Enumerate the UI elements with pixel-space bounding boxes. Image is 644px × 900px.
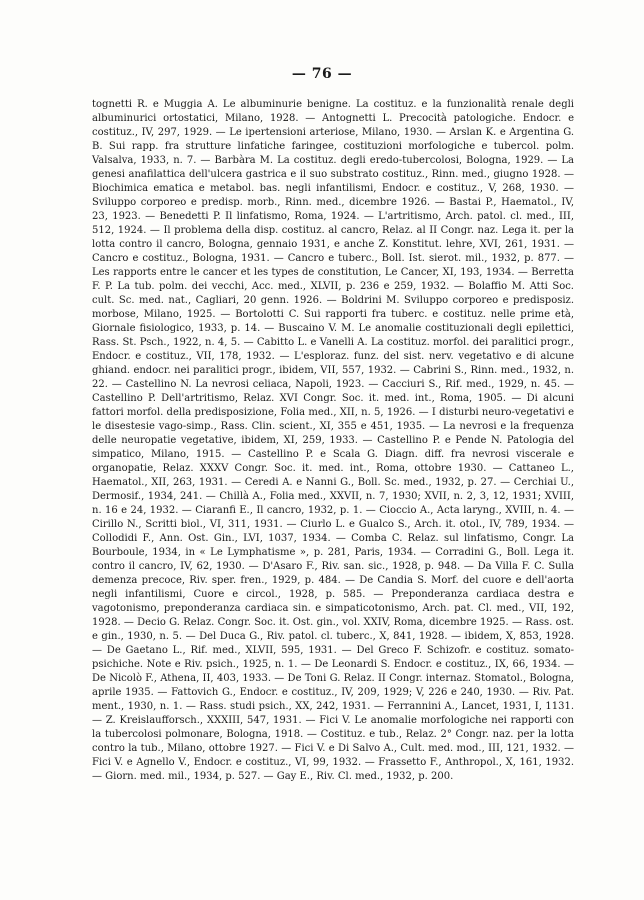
bibliography-text: tognetti R. e Muggia A. Le albuminurie benigne. La costituz. e la funzionalità renale degli albuminurici ortostatici, Milano, 1928. — Antognetti L. Precocità patologiche. Endocr. e costituz., IV, 297, 1929. — Le ipertensioni arteriose, Milano, 1930. — Arslan K. e Argentina G. B. Sui rapp. fra strutture linfatiche faringee, costituzioni morfologiche e tubercol. polm. Valsalva, 1933, n. 7. — Barbàra M. La costituz. degli eredo-tubercolosi, Bologna, 1929. — La genesi anafilattica dell'ulcera gastrica e il suo substrato costituz., Rinn. med., giugno 1928. — Biochimica ematica e metabol. bas. negli infantilismi, Endocr. e costituz., V, 268, 1930. — Sviluppo corporeo e predisp. morb., Rinn. med., dicembre 1926. — Bastai P., Haematol., IV, 23, 1923. — Benedetti P. Il linfatismo, Roma, 1924. — L'artritismo, Arch. patol. cl. med., III, 512, 1924. — Il problema della disp. costituz. al cancro, Relaz. al II Congr. naz. Lega it. per la lotta contro il cancro, Bologna, gennaio 1931, e anche Z. Konstitut. lehre, XVI, 261, 1931. — Cancro e costituz., Bologna, 1931. — Cancro e tuberc., Boll. Ist. sierot. mil., 1932, p. 877. — Les rapports entre le cancer et les types de constitution, Le Cancer, XI, 193, 1934. — Berretta F. P. La tub. polm. dei vecchi, Acc. med., XLVII, p. 236 e 259, 1932. — Bolaffio M. Atti Soc. cult. Sc. med. nat., Cagliari, 20 genn. 1926. — Boldrini M. Sviluppo corporeo e predisposiz. morbose, Milano, 1925. — Bortolotti C. Sui rapporti fra tuberc. e costituz. nelle prime età, Giornale fisiologico, 1933, p. 14. — Buscaino V. M. Le anomalie costituzionali degli epilettici, Rass. St. Psch., 1922, n. 4, 5. — Cabitto L. e Vanelli A. La costituz. morfol. dei paralitici progr., Endocr. e costituz., VII, 178, 1932. — L'esploraz. funz. del sist. nerv. vegetativo e di alcune ghiand. endocr. nei paralitici progr., ibidem, VII, 557, 1932. — Cabrini S., Rinn. med., 1932, n. 22. — Castellino N. La nevrosi celiaca, Napoli, 1923. — Cacciuri S., Rif. med., 1929, n. 45. — Castellino P. Dell'artritismo, Relaz. XVI Congr. Soc. it. med. int., Roma, 1905. — Di alcuni fattori morfol. della predisposizione, Folia med., XII, n. 5, 1926. — I disturbi neuro-vegetativi e le disestesie vago-simp., Rass. Clin. scient., XI, 355 e 451, 1935. — La nevrosi e la frequenza delle neuropatie vegetative, ibidem, XI, 259, 1933. — Castellino P. e Pende N. Patologia del simpatico, Milano, 1915. — Castellino P. e Scala G. Diagn. diff. fra nevrosi viscerale e organopatie, Relaz. XXXV Congr. Soc. it. med. int., Roma, ottobre 1930. — Cattaneo L., Haematol., XII, 263, 1931. — Ceredi A. e Nanni G., Boll. Sc. med., 1932, p. 27. — Cerchiai U., Dermosif., 1934, 241. — Chillà A., Folia med., XXVII, n. 7, 1930; XVII, n. 2, 3, 12, 1931; XVIII, n. 16 e 24, 1932. — Ciaranfi E., Il cancro, 1932, p. 1. — Cioccio A., Acta laryng., XVIII, n. 4. — Cirillo N., Scritti biol., VI, 311, 1931. — Ciurlo L. e Gualco S., Arch. it. otol., IV, 789, 1934. — Collodidi F., Ann. Ost. Gin., LVI, 1037, 1934. — Comba C. Relaz. sul linfatismo, Congr. La Bourboule, 1934, in « Le Lymphatisme », p. 281, Paris, 1934. — Corradini G., Boll. Lega it. contro il cancro, IV, 62, 1930. — D'Asaro F., Riv. san. sic., 1928, p. 948. — Da Villa F. C. Sulla demenza precoce, Riv. sper. fren., 1929, p. 484. — De Candia S. Morf. del cuore e dell'aorta negli infantilismi, Cuore e circol., 1928, p. 585. — Preponderanza cardiaca destra e vagotonismo, preponderanza cardiaca sin. e simpaticotonismo, Arch. pat. Cl. med., VII, 192, 1928. — Decio G. Relaz. Congr. Soc. it. Ost. gin., vol. XXIV, Roma, dicembre 1925. — Rass. ost. e gin., 1930, n. 5. — Del Duca G., Riv. patol. cl. tuberc., X, 841, 1928. — ibidem, X, 853, 1928. — De Gaetano L., Rif. med., XLVII, 595, 1931. — Del Greco F. Schizofr. e costituz. somato-psichiche. Note e Riv. psich., 1925, n. 1. — De Leonardi S. Endocr. e costituz., IX, 66, 1934. — De Nicolò F., Athena, II, 403, 1933. — De Toni G. Relaz. II Congr. internaz. Stomatol., Bologna, aprile 1935. — Fattovich G., Endocr. e costituz., IV, 209, 1929; V, 226 e 240, 1930. — Riv. Pat. ment., 1930, n. 1. — Rass. studi psich., XX, 242, 1931. — Ferrannini A., Lancet, 1931, I, 1131. — Z. Kreislaufforsch., XXXIII, 547, 1931. — Fici V. Le anomalie morfologiche nei rapporti con la tubercolosi polmonare, Bologna, 1918. — Costituz. e tub., Relaz. 2° Congr. naz. per la lotta contro la tub., Milano, ottobre 1927. — Fici V. e Di Salvo A., Cult. med. mod., III, 121, 1932. — Fici V. e Agnello V., Endocr. e costituz., VI, 99, 1932. — Frassetto F., Anthropol., X, 161, 1932. — Giorn. med. mil., 1934, p. 527. — Gay E., Riv. Cl. med., 1932, p. 200.	[92, 99, 574, 782]
page-number: — 76 —	[291, 66, 353, 82]
